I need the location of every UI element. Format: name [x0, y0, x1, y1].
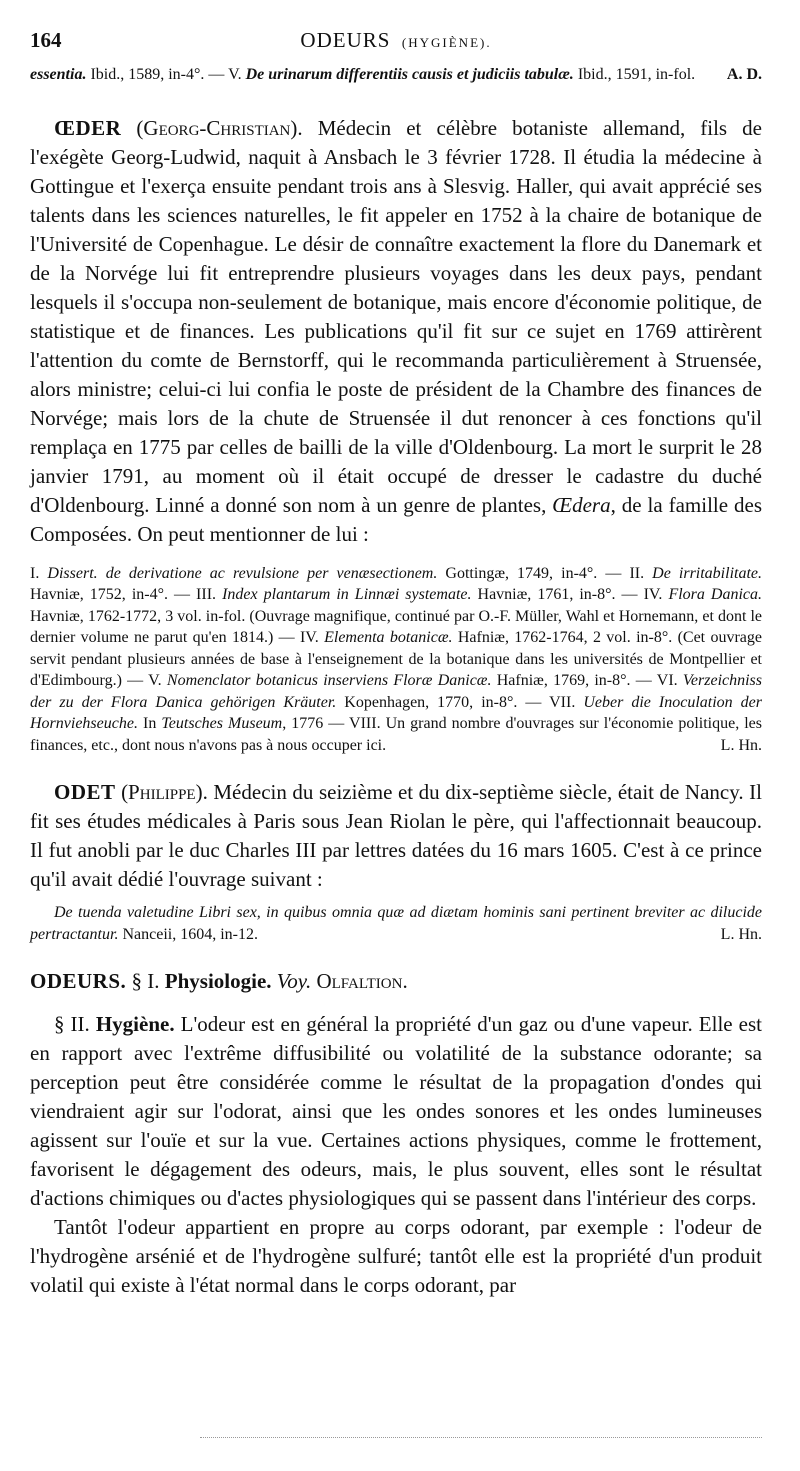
odeurs-paragraph-1: § II. Hygiène. L'odeur est en général la propriété d'un gaz ou d'une vapeur. Elle est en rapport avec l'extrême diffusibilité ou volatilité de la substance odorante; sa perception peut être considérée comme le résultat de la propagation d'ondes qui viendraient agir sur l'odorat, ainsi que les ondes sonores et les ondes lumineuses agissent sur l'ouïe et sur la vue. Certaines actions physiques, comme le frottement, favorisent le dégagement des odeurs, mais, le plus souvent, elles sont le résultat d'actions chimiques ou d'actes physiologiques qui se passent dans l'intérieur des corps.	[30, 1012, 762, 1210]
section-title: Physiologie.	[159, 969, 272, 993]
signature: A. D.	[726, 66, 762, 83]
running-title-sub: (HYGIÈNE).	[401, 35, 492, 50]
headword: ODET	[54, 780, 116, 804]
odeurs-paragraph-2: Tantôt l'odeur appartient en propre au corps odorant, par exemple : l'odeur de l'hydrogène arsénié et de l'hydrogène sulfuré; tantôt elle est la propriété d'un produit volatil qui existe à l'état normal dans le corps odorant, par	[30, 1215, 762, 1297]
section-mark: § I.	[126, 969, 160, 993]
bibliography-odet: De tuenda valetudine Libri sex, in quibus omnia quæ ad diætam hominis sani pertinent breviter ac dilucide pertractantur. Nanceii, 1604, in-12. L. Hn.	[30, 902, 762, 945]
section-mark: § II.	[54, 1012, 90, 1036]
carryover-entry: essentia. Ibid., 1589, in-4°. — V. De urinarum differentiis causis et judiciis tabulæ. Ibid., 1591, in-fol. A. D.	[30, 64, 762, 86]
footer-rule	[200, 1437, 762, 1438]
article-odet: ODET (Philippe). Médecin du seizième et du dix-septième siècle, était de Nancy. Il fit ses études médicales à Paris sous Jean Riolan le père, qui l'affectionnait beaucoup. Il fut anobli par le duc Charles III par lettres datées du 16 mars 1605. C'est à ce prince qu'il avait dédié l'ouvrage suivant :	[30, 780, 763, 891]
article-oeder: ŒDER (Georg-Christian). Médecin et célèbre botaniste allemand, fils de l'exégète Georg-Ludwid, naquit à Ansbach le 3 février 1728. Il étudia la médecine à Gottingue et l'exerça ensuite pendant trois ans à Slesvig. Haller, qui avait apprécié ses talents dans les sciences naturelles, le fit appeler en 1752 à la chaire de botanique de l'Université de Copenhague. Le désir de connaître exactement la flore du Danemark et de la Norvége lui fit entreprendre plusieurs voyages dans les deux pays, pendant lesquels il s'occupa non-seulement de botanique, mais encore d'économie politique, de statistique et de finances. Les publications qu'il fit sur ce sujet en 1769 attirèrent l'attention du comte de Bernstorff, qui le recommanda particulièrement à Struensée, alors ministre; celui-ci lui confia le poste de président de la Chambre des finances de Norvége; mais lors de la chute de Struensée il dut renoncer à ces fonctions qu'il remplaça en 1775 par celles de bailli de la ville d'Oldenbourg. La mort le surprit le 28 janvier 1791, au moment où il était occupé de dresser le cadastre du duché d'Oldenbourg. Linné a donné son nom à un genre de plantes, Œdera, de la famille des Composées. On peut mentionner de lui :	[30, 115, 762, 546]
signature: L. Hn.	[720, 925, 762, 943]
page-header	[30, 28, 762, 58]
given-names: (Georg-Christian).	[121, 115, 303, 140]
bibliography-oeder: I. Dissert. de derivatione ac revulsione per venæsectionem. Gottingæ, 1749, in-4°. — II. De irritabilitate. Havniæ, 1752, in-4°. — III. Index plantarum in Linnæi systemate. Havniæ, 1761, in-8°. — IV. Flora Danica. Havniæ, 1762-1772, 3 vol. in-fol. (Ouvrage magnifique, continué par O.-F. Müller, Wahl et Hornemann, et dont le dernier volume ne parut qu'en 1814.) — IV. Elementa botanicæ. Hafniæ, 1762-1764, 2 vol. in-8°. (Cet ouvrage servit pendant plusieurs années de base à l'enseignement de la botanique dans les universités de Montpellier et d'Edimbourg.) — V. Nomenclator botanicus inserviens Floræ Danicæ. Hafniæ, 1769, in-8°. — VI. Verzeichniss der zu der Flora Danica gehörigen Kräuter. Kopenhagen, 1770, in-8°. — VII. Ueber die Inoculation der Hornviehseuche. In Teutsches Museum, 1776 — VIII. Un grand nombre d'ouvrages sur l'économie politique, les finances, etc., dont nous n'avons pas à nous occuper ici. L. Hn.	[30, 563, 762, 757]
article-odeurs-heading: ODEURS. § I. Physiologie. Voy. Olfaltion.	[30, 969, 408, 993]
headword: ODEURS.	[30, 969, 127, 993]
headword: ŒDER	[54, 115, 122, 140]
cross-reference: Olfaltion.	[311, 969, 408, 993]
running-title-main: ODEURS	[300, 28, 391, 52]
page-number: 164	[30, 28, 62, 52]
signature: L. Hn.	[720, 736, 762, 754]
given-names: (Philippe).	[115, 780, 208, 804]
page-body	[30, 64, 762, 1300]
section-title: Hygiène.	[89, 1012, 175, 1036]
running-title	[30, 28, 762, 53]
